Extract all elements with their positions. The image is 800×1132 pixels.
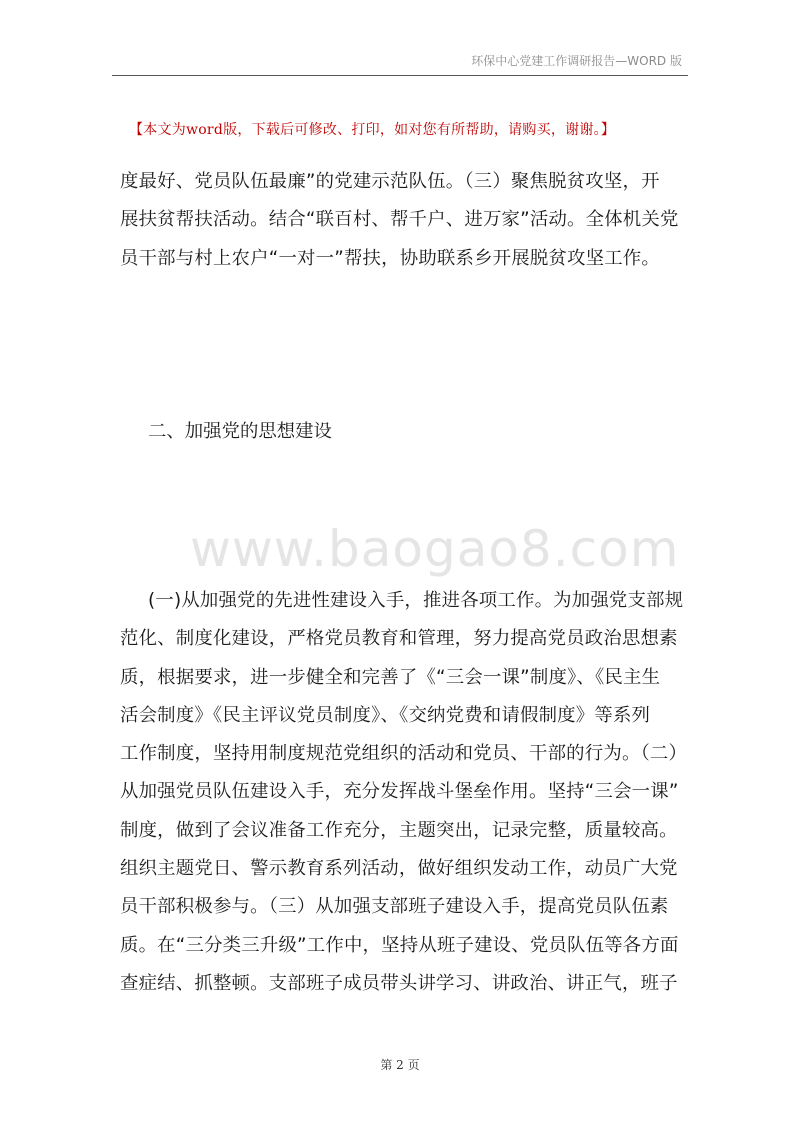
text-line: 质，根据要求，进一步健全和完善了《“三会一课”制度》、《民主生 bbox=[120, 666, 661, 688]
text-line: 制度，做到了会议准备工作充分，主题突出，记录完整，质量较高。 bbox=[120, 819, 678, 841]
text-line: 质。在“三分类三升级”工作中，坚持从班子建设、党员队伍等各方面 bbox=[120, 934, 679, 956]
purchase-notice: 【本文为word版，下载后可修改、打印，如对您有所帮助，请购买，谢谢。】 bbox=[129, 122, 616, 138]
text-line: (一)从加强党的先进性建设入手，推进各项工作。为加强党支部规 bbox=[148, 590, 684, 611]
text-line: 范化、制度化建设，严格党员教育和管理，努力提高党员政治思想素 bbox=[120, 628, 678, 650]
paragraph-continued bbox=[120, 163, 680, 278]
paragraph-body bbox=[120, 582, 688, 1003]
page-number: 第 2 页 bbox=[380, 1058, 420, 1072]
watermark: www.baogao8.com bbox=[190, 520, 680, 578]
text-line: 查症结、抓整顿。支部班子成员带头讲学习、讲政治、讲正气，班子 bbox=[120, 972, 678, 994]
page-header bbox=[0, 0, 800, 80]
text-line: 展扶贫帮扶活动。结合“联百村、帮千户、进万家”活动。全体机关党 bbox=[120, 209, 679, 231]
header-title: 环保中心党建工作调研报告—WORD 版 bbox=[471, 54, 682, 68]
text-line: 工作制度，坚持用制度规范党组织的活动和党员、干部的行为。（二） bbox=[120, 743, 688, 765]
text-line: 组织主题党日、警示教育系列活动，做好组织发动工作，动员广大党 bbox=[120, 858, 678, 880]
text-line: 度最好、党员队伍最廉”的党建示范队伍。（三）聚焦脱贫攻坚，开 bbox=[120, 171, 660, 192]
text-line: 从加强党员队伍建设入手，充分发挥战斗堡垒作用。坚持“三会一课” bbox=[120, 781, 679, 803]
section-heading: 二、加强党的思想建设 bbox=[148, 421, 332, 442]
text-line: 活会制度》《民主评议党员制度》、《交纳党费和请假制度》等系列 bbox=[120, 704, 651, 726]
text-line: 员干部与村上农户“一对一”帮扶，协助联系乡开展脱贫攻坚工作。 bbox=[120, 247, 660, 269]
header-divider bbox=[112, 75, 688, 76]
text-line: 员干部积极参与。（三）从加强支部班子建设入手，提高党员队伍素 bbox=[120, 896, 669, 918]
